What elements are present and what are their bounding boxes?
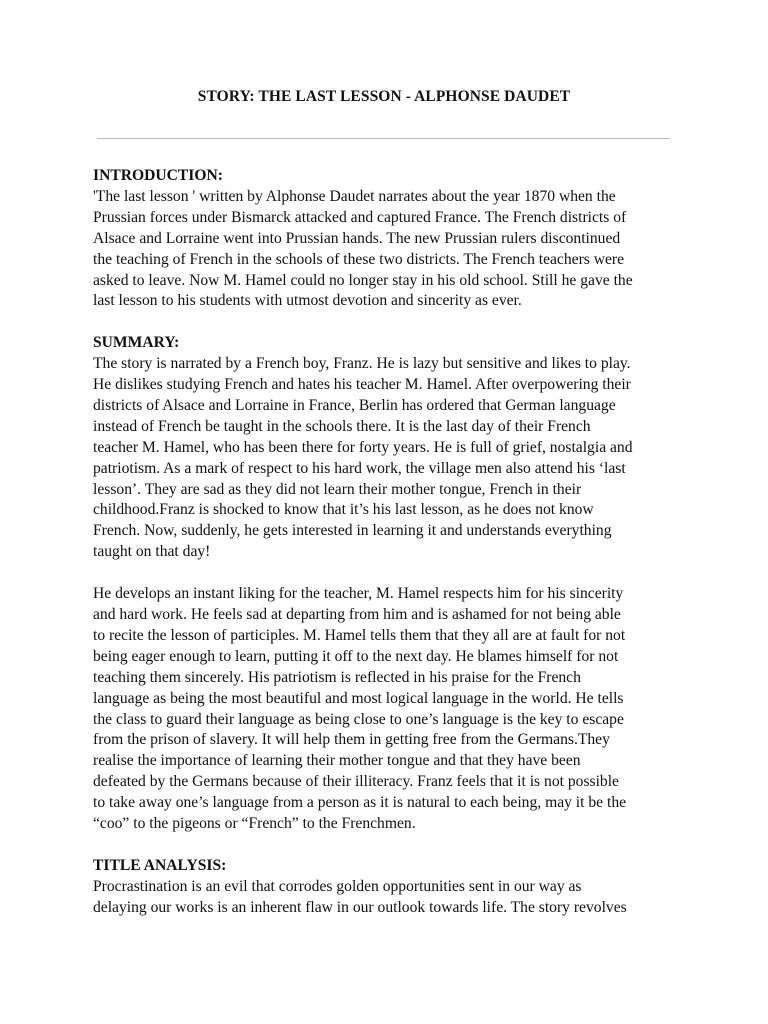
- paragraph-line: and hard work. He feels sad at departing from him and is ashamed for not being able: [93, 606, 621, 623]
- document-title: STORY: THE LAST LESSON - ALPHONSE DAUDET: [197, 88, 571, 105]
- paragraph-line: teaching them sincerely. His patriotism is reflected in his praise for the French: [93, 668, 581, 686]
- summary-heading: SUMMARY:: [93, 334, 180, 352]
- paragraph-gap: [93, 312, 683, 333]
- summary-paragraph-1: [93, 354, 683, 563]
- paragraph-line: Procrastination is an evil that corrodes golden opportunities sent in our way as: [93, 877, 582, 895]
- paragraph-line: last lesson to his students with utmost devotion and sincerity as ever.: [93, 292, 522, 310]
- paragraph-line: language as being the most beautiful and most logical language in the world. He tells: [93, 689, 624, 707]
- paragraph-line: “coo” to the pigeons or “French” to the Frenchmen.: [93, 815, 416, 833]
- paragraph-line: 'The last lesson ' written by Alphonse Daudet narrates about the year 1870 when the: [93, 187, 616, 205]
- paragraph-gap: [93, 563, 683, 584]
- title-analysis-paragraph: [93, 877, 683, 919]
- paragraph-line: the class to guard their language as being close to one’s language is the key to escape: [93, 710, 624, 728]
- paragraph-line: asked to leave. Now M. Hamel could no longer stay in his old school. Still he gave the: [93, 271, 633, 289]
- paragraph-line: districts of Alsace and Lorraine in France, Berlin has ordered that German language: [93, 396, 616, 414]
- paragraph-line: He dislikes studying French and hates his teacher M. Hamel. After overpowering their: [93, 376, 631, 394]
- paragraph-line: to recite the lesson of participles. M. Hamel tells them that they all are at fault for not: [93, 626, 626, 644]
- summary-paragraph-2: [93, 584, 683, 835]
- paragraph-line: the teaching of French in the schools of these two districts. The French teachers were: [93, 250, 625, 268]
- paragraph-line: childhood.Franz is shocked to know that it’s his last lesson, as he does not know: [93, 501, 594, 519]
- paragraph-line: Alsace and Lorraine went into Prussian hands. The new Prussian rulers discontinued: [93, 229, 621, 247]
- paragraph-line: being eager enough to learn, putting it off to the next day. He blames himself for not: [93, 647, 619, 665]
- paragraph-line: taught on that day!: [93, 543, 211, 561]
- paragraph-line: Prussian forces under Bismarck attacked and captured France. The French districts of: [93, 208, 627, 226]
- paragraph-line: defeated by the Germans because of their illiteracy. Franz feels that it is not possible: [93, 773, 619, 791]
- paragraph-line: instead of French be taught in the schools there. It is the last day of their French: [93, 417, 591, 435]
- paragraph-line: lesson’. They are sad as they did not learn their mother tongue, French in their: [93, 480, 582, 498]
- paragraph-line: The story is narrated by a French boy, Franz. He is lazy but sensitive and likes to play.: [93, 355, 631, 373]
- paragraph-gap: [93, 835, 683, 856]
- paragraph-line: French. Now, suddenly, he gets interested in learning it and understands everything: [93, 522, 612, 540]
- paragraph-line: realise the importance of learning their mother tongue and that they have been: [93, 752, 581, 770]
- paragraph-line: He develops an instant liking for the teacher, M. Hamel respects him for his sincerity: [93, 585, 624, 603]
- introduction-heading: INTRODUCTION:: [93, 167, 223, 184]
- paragraph-line: to take away one’s language from a person as it is natural to each being, may it be the: [93, 794, 627, 812]
- paragraph-line: from the prison of slavery. It will help them in getting free from the Germans.They: [93, 731, 610, 749]
- document-body: [93, 166, 683, 919]
- title-analysis-heading: TITLE ANALYSIS:: [93, 856, 227, 874]
- paragraph-line: patriotism. As a mark of respect to his hard work, the village men also attend his ‘last: [93, 459, 626, 477]
- title-divider: [97, 138, 670, 139]
- paragraph-line: teacher M. Hamel, who has been there for forty years. He is full of grief, nostalgia and: [93, 438, 633, 456]
- introduction-paragraph: [93, 187, 683, 312]
- paragraph-line: delaying our works is an inherent flaw in our outlook towards life. The story revolves: [93, 898, 627, 916]
